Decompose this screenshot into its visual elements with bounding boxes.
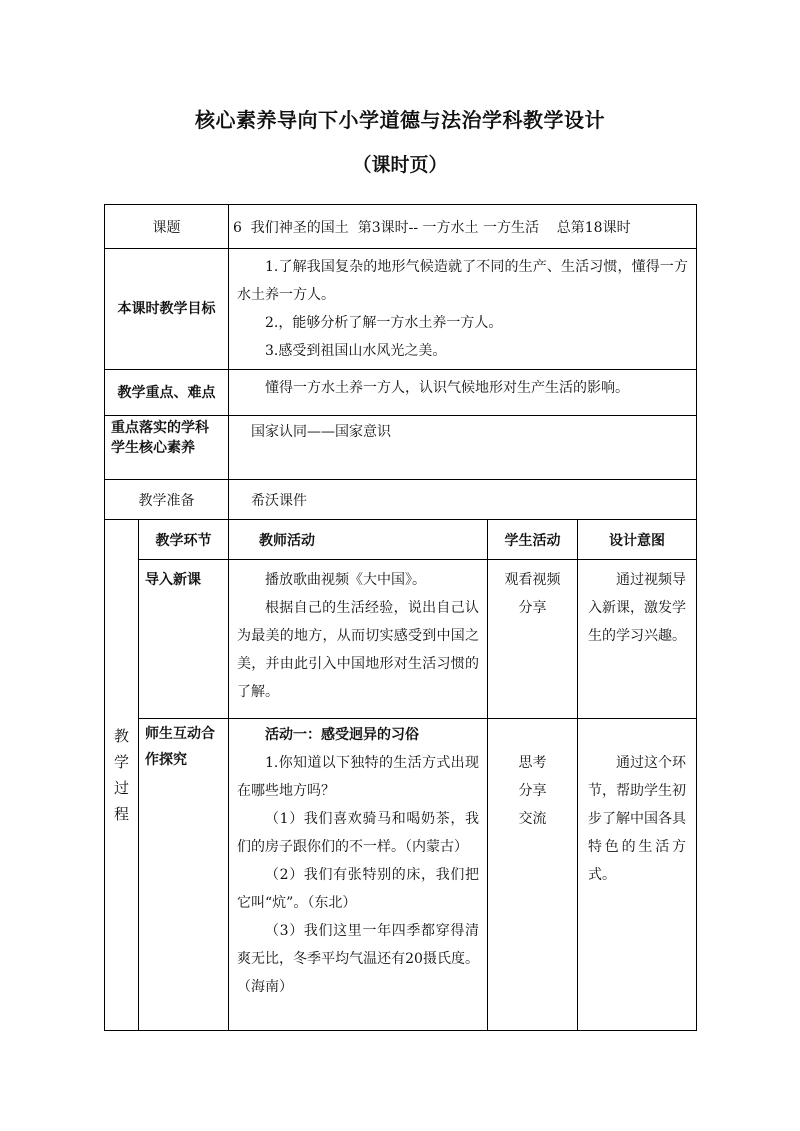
topic-label-cell (105, 205, 229, 249)
prep-label-cell (105, 480, 229, 520)
student-activity-line: 思考 (518, 755, 547, 771)
header-student: 学生活动 (488, 520, 578, 560)
key-points-label-cell (105, 370, 229, 416)
stage-cell (139, 719, 229, 1031)
teacher-activity-line: （1）我们喜欢骑马和喝奶茶，我们的房子跟你们的不一样。（内蒙古） (237, 811, 479, 855)
lesson-plan-table (104, 204, 697, 1031)
teacher-activity-line: （2）我们有张特别的床，我们把它叫“炕”。（东北） (237, 867, 479, 911)
teacher-activity-cell (229, 560, 488, 719)
student-activity: 观看视频分享 (504, 572, 561, 616)
design-intent: 通过这个环节，帮助学生初步了解中国各具特色的生活方式。 (588, 755, 687, 883)
design-intent-cell (578, 719, 697, 1031)
prep-label: 教学准备 (138, 492, 195, 509)
process-side-label: 教学过程 (113, 727, 129, 823)
stage-cell (139, 560, 229, 719)
design-intent: 通过视频导入新课，激发学生的学习兴趣。 (588, 572, 687, 644)
topic-value: 6 我们神圣的国土 第3课时-- 一方水土 一方生活 总第18课时 (233, 219, 631, 236)
topic-label: 课题 (152, 219, 181, 236)
key-points-value: 懂得一方水土养一方人，认识气候地形对生产生活的影响。 (265, 380, 629, 396)
literacy-value: 国家认同——国家意识 (251, 424, 391, 440)
key-points-cell (229, 370, 697, 416)
design-intent-cell (578, 560, 697, 719)
header-stage: 教学环节 (139, 520, 229, 560)
stage-label: 导入新课 (145, 572, 201, 588)
teacher-activity-line: 1.你知道以下独特的生活方式出现在哪些地方吗？ (237, 755, 479, 799)
objectives-label-cell (105, 249, 229, 370)
teacher-activity-line: 根据自己的生活经验，说出自己认为最美的地方，从而切实感受到中国之美，并由此引入中国地形对生活习惯的了解。 (237, 600, 479, 700)
document-subtitle: （课时页） (352, 154, 448, 176)
literacy-label: 重点落实的学科学生核心素养 (111, 420, 209, 456)
literacy-cell (229, 416, 697, 480)
teacher-activity-line: （3）我们这里一年四季都穿得清爽无比，冬季平均气温还有20摄氏度。（海南） (237, 923, 479, 995)
process-side-label-cell (105, 520, 139, 1031)
prep-cell (229, 480, 697, 520)
stage-label: 师生互动合作探究 (145, 726, 215, 768)
objective-item: 1.了解我国复杂的地形气候造就了不同的生产、生活习惯，懂得一方水土养一方人。 (237, 259, 689, 303)
header-teacher: 教师活动 (229, 520, 488, 560)
key-points-label: 教学重点、难点 (117, 384, 216, 401)
topic-value-cell (229, 205, 697, 249)
activity-title: 活动一：感受迥异的习俗 (265, 727, 419, 743)
objective-item: 2.，能够分析了解一方水土养一方人。 (265, 315, 503, 331)
student-activity-cell (488, 560, 578, 719)
header-intent: 设计意图 (578, 520, 697, 560)
objectives-label: 本课时教学目标 (117, 301, 216, 317)
prep-value: 希沃课件 (251, 492, 307, 509)
document-title: 核心素养导向下小学道德与法治学科教学设计 (195, 108, 605, 132)
teacher-activity-cell (229, 719, 488, 1031)
objective-item: 3.感受到祖国山水风光之美。 (265, 343, 447, 359)
literacy-label-cell (105, 416, 229, 480)
student-activity-line: 交流 (518, 811, 547, 827)
objectives-cell (229, 249, 697, 370)
student-activity-line: 分享 (518, 783, 547, 799)
teacher-activity-line: 播放歌曲视频《大中国》。 (265, 572, 426, 588)
student-activity-cell (488, 719, 578, 1031)
